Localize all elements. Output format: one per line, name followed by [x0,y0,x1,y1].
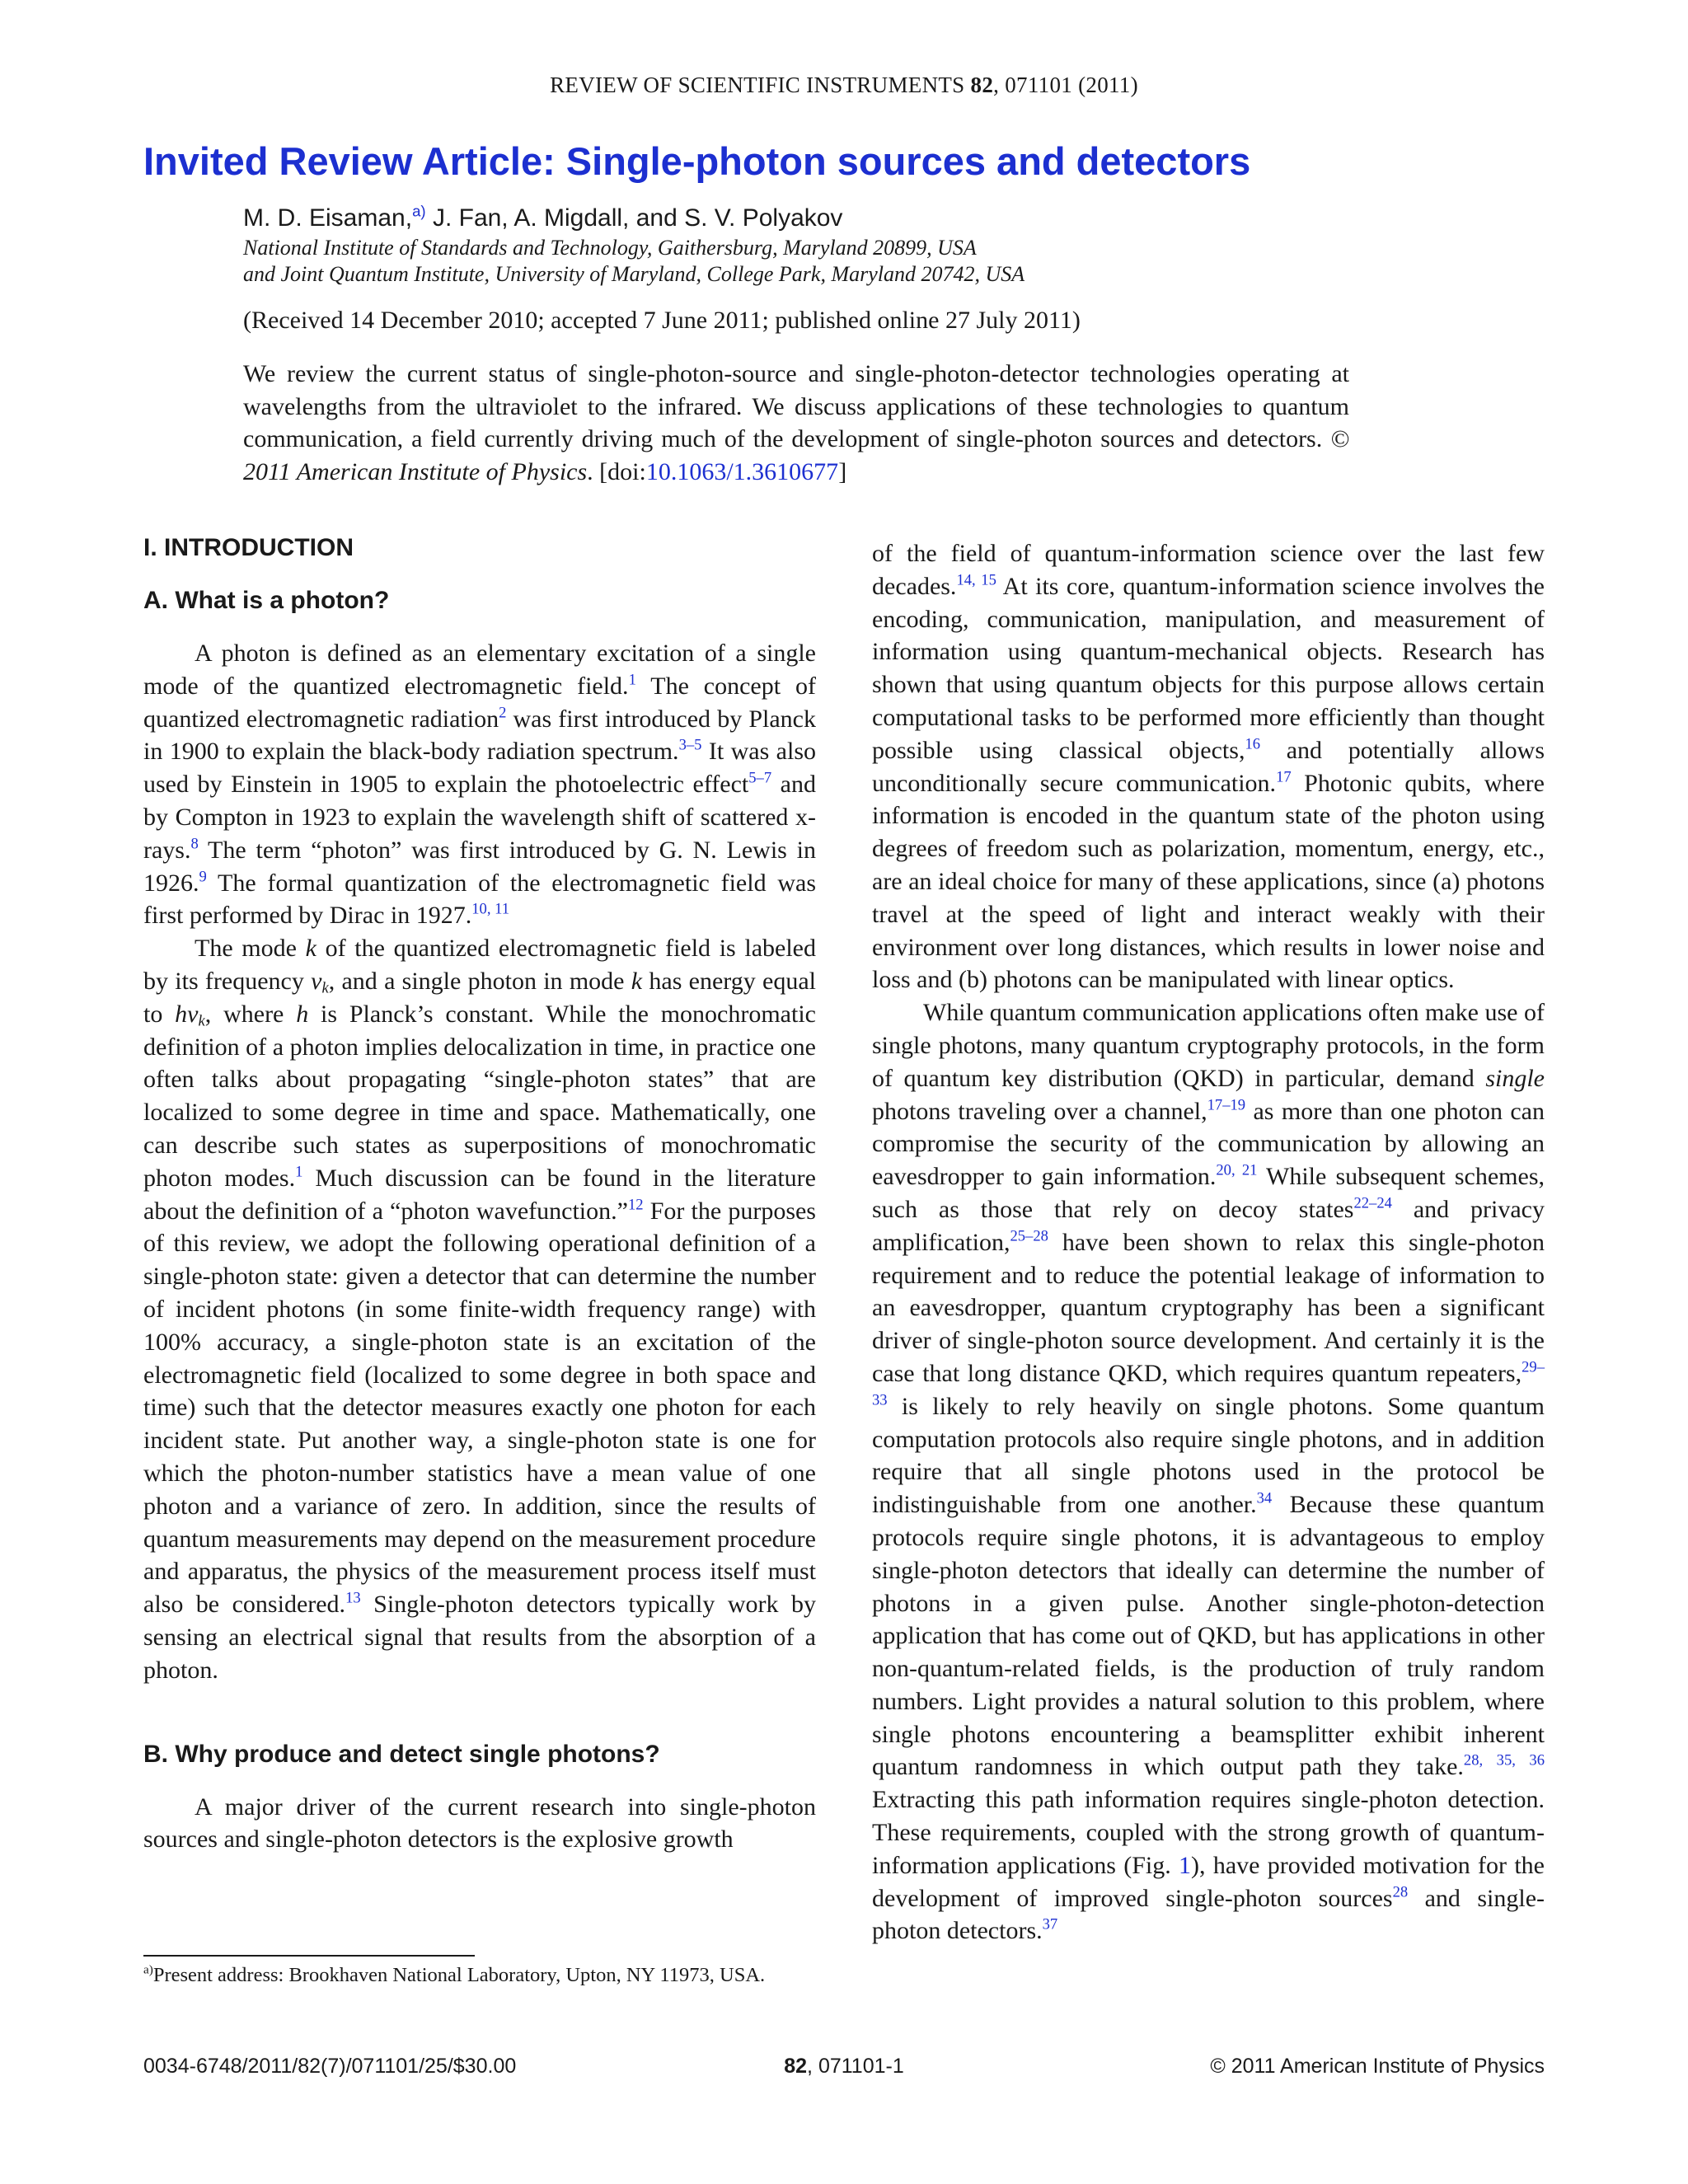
journal-volume: 82 [970,73,994,97]
abstract-text: We review the current status of single-photon-source and single-photon-detector technologies operating at wavelengths from the ultraviolet to the infrared. We discuss applications of these technologies to quantum communication, a field currently driving much of the development of single-photon sources and detectors. [243,360,1349,452]
citation-link[interactable]: 17–19 [1207,1096,1246,1114]
footnote-divider [143,1955,475,1957]
citation-link[interactable]: 22–24 [1353,1194,1392,1212]
subsection-heading-why-single-photons: B. Why produce and detect single photons? [143,1740,660,1768]
paragraph: of the field of quantum-information science over the last few decades.$^{14, 15}$ At its core, quantum-information science involves the encoding, communication, manipulation, and measurement of information using quantum-mechanical objects. Research has shown that using quantum objects for this purpose allows certain computational tasks to be performed more efficiently than thought possible using classical objects,$^{16}$ and potentially allows unconditionally secure communication.$^{17}$ Photonic qubits, where information is encoded in the quantum state of the photon using degrees of freedom such as polarization, momentum, energy, etc., are an ideal choice for many of these applications, since (a) photons travel at the speed of light and interact weakly with their environment over long distances, which results in lower noise and loss and (b) photons can be manipulated with linear optics. [872,540,1545,994]
journal-header [0,73,1688,98]
journal-issue: , 071101 (2011) [993,73,1138,97]
citation-link[interactable]: 17 [1276,768,1292,786]
doi-prefix: . [doi: [587,457,646,485]
footer-issn: 0034-6748/2011/82(7)/071101/25/$30.00 [143,2055,517,2078]
citation-link[interactable]: 1 [295,1163,303,1181]
citation-link[interactable]: 28, 35, 36 [1463,1751,1545,1769]
citation-link[interactable]: 1 [628,671,636,689]
abstract [243,358,1349,488]
footer-copyright: © 2011 American Institute of Physics [1210,2055,1545,2078]
footnote-mark: a) [143,1962,153,1977]
citation-link[interactable]: 5–7 [748,769,772,787]
citation-link[interactable]: 34 [1256,1489,1273,1507]
citation-link[interactable]: 12 [627,1196,644,1214]
citation-link[interactable]: 13 [345,1589,361,1607]
paragraph: The mode k of the quantized electromagnetic field is labeled by its frequency $\nu_k$, and a single photon in mode k has energy equal to $h\nu_k$, where h is Planck’s constant. While the monochromatic definition of a photon implies delocalization in time, in practice one often talks about propagating “single-photon states” that are localized to some degree in time and space. Mathematically, one can describe such states as superpositions of monochromatic photon modes.$^1$ Much discussion can be found in the literature about the definition of a “photon wavefunction.”$^{12}$ For the purposes of this review, we adopt the following operational definition of a single-photon state: given a detector that can determine the number of incident photons (in some finite-width frequency range) with 100% accuracy, a single-photon state is an excitation of the electromagnetic field (localized to some degree in both space and time) such that the detector measures exactly one photon for each incident state. Put another way, a single-photon state is one for which the photon-number statistics have a mean value of one photon and a variance of zero. In addition, since the results of quantum measurements may depend on the measurement procedure and apparatus, the physics of the measurement process itself must also be considered.$^{13}$ Single-photon detectors typically work by sensing an electrical signal that results from the absorption of a photon. [143,935,816,1684]
right-column [872,537,1545,1947]
left-column [143,532,816,1856]
citation-link[interactable]: 29–33 [872,1358,1545,1409]
section-heading-introduction: I. INTRODUCTION [143,534,354,561]
affiliation-2: and Joint Quantum Institute, University of Maryland, College Park, Maryland 20742, USA [243,262,1025,286]
footer-page: , 071101-1 [807,2055,904,2078]
citation-link[interactable]: 20, 21 [1216,1161,1258,1179]
article-title: Invited Review Article: Single-photon sources and detectors [143,139,1251,183]
authors-rest: J. Fan, A. Migdall, and S. V. Polyakov [425,204,843,232]
doi-link[interactable]: 10.1063/1.3610677 [645,457,839,485]
journal-name: REVIEW OF SCIENTIFIC INSTRUMENTS [550,73,965,97]
abstract-copyright: © 2011 American Institute of Physics [243,425,1349,485]
paragraph: A photon is defined as an elementary excitation of a single mode of the quantized electromagnetic field.$^1$ The concept of quantized electromagnetic radiation$^2$ was first introduced by Planck in 1900 to explain the black-body radiation spectrum.$^{3-5}$ It was also used by Einstein in 1905 to explain the photoelectric effect$^{5-7}$ and by Compton in 1923 to explain the wavelength shift of scattered x-rays.$^8$ The term “photon” was first introduced by G. N. Lewis in 1926.$^9$ The formal quantization of the electromagnetic field was first performed by Dirac in 1927.$^{10, 11}$ [143,640,816,930]
citation-link[interactable]: 8 [190,835,199,853]
citation-link[interactable]: 14, 15 [956,571,996,589]
paragraph: A major driver of the current research into single-photon sources and single-photon detectors is the explosive growth [143,1793,816,1854]
author-footnote-link[interactable]: a) [412,202,426,220]
footnote-text: Present address: Brookhaven National Laboratory, Upton, NY 11973, USA. [152,1964,766,1986]
affiliation-1: National Institute of Standards and Technology, Gaithersburg, Maryland 20899, USA [243,236,977,260]
citation-link[interactable]: 3–5 [678,736,702,754]
citation-link[interactable]: 28 [1392,1883,1409,1901]
footnote [143,1963,816,1988]
author-list [243,204,842,232]
paragraph: While quantum communication applications often make use of single photons, many quantum cryptography protocols, in the form of quantum key distribution (QKD) in particular, demand single photons traveling over a channel,$^{17-19}$ as more than one photon can compromise the security of the communication by allowing an eavesdropper to gain information.$^{20, 21}$ While subsequent schemes, such as those that rely on decoy states$^{22-24}$ and privacy amplification,$^{25-28}$ have been shown to relax this single-photon requirement and to reduce the potential leakage of information to an eavesdropper, quantum cryptography has been a significant driver of single-photon source development. And certainly it is the case that long distance QKD, which requires quantum repeaters,$^{29-33}$ is likely to rely heavily on single photons. Some quantum computation protocols also require single photons, and in addition require that all single photons used in the protocol be indistinguishable from one another.$^{34}$ Because these quantum protocols require single photons, it is advantageous to employ single-photon detectors that ideally can determine the number of photons in a given pulse. Another single-photon-detection application that has come out of QKD, but has applications in other non-quantum-related fields, is the production of truly random numbers. Light provides a natural solution to this problem, where single photons encountering a beamsplitter exhibit inherent quantum randomness in which output path they take.$^{28, 35, 36}$ Extracting this path information requires single-photon detection. These requirements, coupled with the strong growth of quantum-information applications (Fig. 1), have provided motivation for the development of improved single-photon sources$^{28}$ and single-photon detectors.$^{37}$ [872,999,1545,1945]
citation-link[interactable]: 16 [1245,735,1261,753]
received-dates: (Received 14 December 2010; accepted 7 June 2011; published online 27 July 2011) [243,307,1081,334]
citation-link[interactable]: 37 [1042,1915,1058,1933]
citation-link[interactable]: 25–28 [1010,1227,1048,1245]
citation-link[interactable]: 2 [499,704,507,722]
doi-suffix: ] [838,457,847,485]
author-eisaman: M. D. Eisaman, [243,204,413,232]
subsection-heading-what-is-a-photon: A. What is a photon? [143,587,390,614]
citation-link[interactable]: 9 [199,868,207,886]
footer-volume: 82 [784,2055,808,2078]
citation-link[interactable]: 10, 11 [471,900,510,918]
figure-link[interactable]: 1 [1179,1851,1192,1879]
